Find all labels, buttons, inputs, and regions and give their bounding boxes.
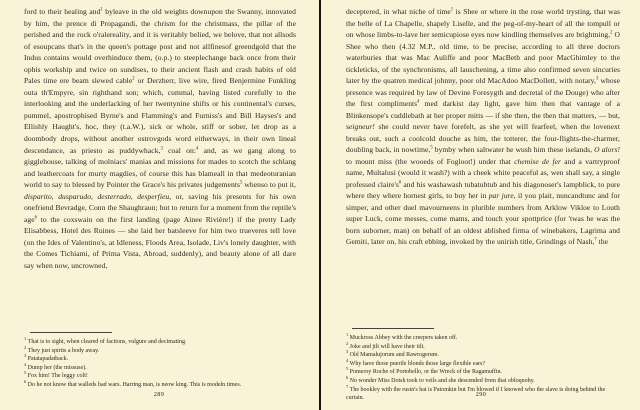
right-page-folio: 290 — [475, 391, 487, 398]
footnote-marker: 6 — [346, 374, 349, 380]
footnote-text: Joke and jilt will have their tilt. — [349, 343, 425, 350]
left-page — [0, 0, 318, 410]
footnote-text: That is to sight, when cleared of factions, vulgure and decimating. — [27, 339, 187, 345]
footnote-separator-rule — [30, 332, 112, 333]
footnote-marker: 1 — [346, 332, 349, 337]
footnote-text: No wonder Miss Dotsh took to veils and she descended from that obloquohy. — [349, 377, 535, 384]
footnote-item — [24, 355, 296, 364]
footnote-marker: 3 — [346, 349, 349, 355]
footnote-marker: 5 — [346, 366, 349, 372]
footnote-item — [346, 357, 620, 372]
right-page — [322, 0, 640, 410]
left-page-body-text: ford to their healing and$^1$ byleave in the old weights downupon the Swanny, innovated by him, the prence di Propagandi, the chrism for the christmass, the pillar of the perished and the rock o'ralereality, and it is veritably belied, we belove, that not allsods of esoupcans that's in the queen's pottage post and not allfinesof greendgold that the Indus contains would overhinduce them, (o.p.) to steeplechange back once from their ophis workship and twice on sundises, to their ancient flash and crash habits of old Pales time ere beam slewed cable$^2$ or Derzherr, live wire, fired Benjermine Funkling outa th'Empyre, sin righthand son; which, cummal, having listed curefully to the interlooking and the underlacking of her twentynine shifts or his continental's curses, pummel, apostrophised Byrne's and Flamming's and Furniss's and Bill Hayses's and Ellishly Haught's, hoc, they (t.a.W.), sick or whole, stiff or sober, let drop as a doombody drops, without another ostrovgods word eitherways, in their own lineal descendance, as priesto as puddywhack,$^3$ coal on:$^4$ and, as we gang along to gigglehouse, talking of molniacs' manias and missions for mades to scotch the schlang and leathercoats for murty magdies, of course this has blameall in that medeoturanian world to say to blessed by Pointer the Grace's his privates judgements$^5$ whenso to put it, disparito, dusparudo, desterrado, desperfieu, or, saving his presents for his own onefriend Bevradge, Conn the Shaughraun; but to return for a moment from the reptile's age$^6$ to the coxswain on the first landing (page Ainee Rivière!) if the pretty Lady Elisabbess, Hotel des Ruines — she laid her batsleeve for him two trueveres tell love (on the Ides of Valentino's, at Idleness, Floods Area, Isolade, Liv's lonely daughter, with the Comes Tichiami, of Prima Vista, Abroad, suddenly), and beauty alone of all dare say when now, uncrowned, — [24, 7, 297, 271]
footnote-text: They just spirits a body away. — [27, 347, 100, 354]
footnote-marker: 4 — [346, 357, 349, 363]
footnote-item — [346, 374, 620, 386]
footnote-marker: 2 — [24, 344, 27, 350]
footnote-separator-rule — [352, 328, 434, 329]
footnote-marker: 4 — [24, 361, 27, 367]
footnote-text: Old Mamalujorum and Rawrogerum. — [349, 352, 439, 359]
footnote-marker: 2 — [346, 340, 349, 346]
footnote-marker: 3 — [24, 353, 27, 359]
footnote-item — [24, 344, 296, 359]
footnote-text: Muckross Abbey with the creepers taken off. — [349, 335, 458, 341]
right-page-body-text: deceptered, in what niche of time$^1$ is Shee or where in the rose world trysting, that was the belle of La Chapelle, shapely Liselle, and the peg-of-my-heart of all the tompull or on whose limbs-to-lave her semicupiose eyes now kindling themselves are brightning,$^2$ O Shee who then (4.32 M.P., old time, to be precise, according to all three doctors waterburies that was Mac Auliffe and poor MacBeth and poor MacGhimley to the tickleticks, of the synchronisms, all lauschening, a time also confirmed seven sincuries later by the quatren medical johnny, poor old MacAdoo MacDollett, with notary,$^3$ whose presence was required by law of Devine Foresygth and decretal of the Douge) who after the first compliments$^4$ med darkist day light, gave him then that vantage of a Blinkensope's cuddlebath at her proper mitts — if she then, the then that matters, — but, seigneur! she could never have forefelt, as she yet will fearfeel, when the lovenext breaks out, such a coolcold douche as him, the totterer, the four-flights-the-charmer, doubling back, in nowtime,$^5$ bymby when saltwater he wush him these iselands, O alors! to mount miss (the wooeds of Fogloot!) under that chemise de fer and a vartryproof name, Multalusi (would it wash?) with a cheek white peaceful as, wen shall say, a single professed $claire's^6$ and his washawash tubatubtub and his diagonoser's lampblick, to pure where they where hornest girls, to buy her in par jure, il you plait, nuncandtunc and for simper, and other duel mavourneens in plurible numbers from Arklow Vikloe to Louth super Luck, come messes, come mams, and touch your spottprice (for 'twas he was the born suborner, man) on behalf of an oldest ablished firma of winebakers, Lagrima and Gemiti, later on, his craft ebbing, invoked by the unirish title, Grindings of Nash,$^7$ the — [346, 7, 621, 246]
footnote-marker: 1 — [24, 336, 27, 341]
footnote-item — [346, 368, 620, 377]
footnote-item — [346, 351, 620, 360]
footnote-text: The bookley with the rusin's hat is Patomkin but I'm blowed if I knowed who the slave is doing behind the curtain. — [346, 386, 606, 402]
footnote-text: Why have those puerile blonds those large flexible ears? — [349, 360, 486, 367]
footnote-marker: 7 — [346, 383, 349, 389]
footnote-item — [24, 361, 296, 376]
footnote-marker: 5 — [24, 370, 27, 376]
footnote-item — [346, 334, 620, 343]
footnote-item — [24, 378, 296, 390]
footnote-item — [346, 340, 620, 355]
footnote-text: Patatapadatback. — [27, 356, 69, 363]
left-page-footnote-list — [24, 338, 296, 390]
left-page-footnote-area — [0, 332, 318, 390]
footnote-item — [24, 338, 296, 347]
footnote-marker: 6 — [24, 378, 27, 384]
footnote-text: Pomeroy Roche of Portobello, or the Wreck of the Ragamuffin. — [349, 369, 502, 376]
left-page-folio: 289 — [153, 391, 165, 398]
footnote-text: Dump her (the missuse). — [27, 364, 87, 371]
footnote-text: Fox him! The leggy colt! — [27, 373, 88, 380]
footnote-text: Do he not know that walleds had wars. Harring man, is neow king. This is modeln times. — [27, 381, 242, 388]
footnote-item — [24, 372, 296, 381]
